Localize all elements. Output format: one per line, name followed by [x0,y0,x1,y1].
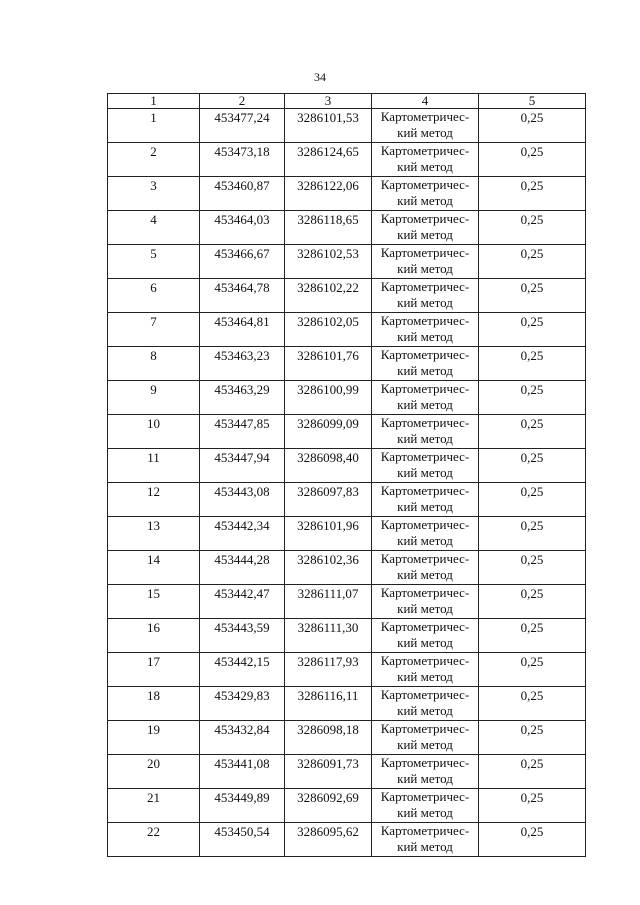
table-row [108,619,586,653]
method-text: Картометричес- кий метод [380,483,470,514]
accuracy-cell: 0,25 [479,415,586,449]
method-text: Картометричес- кий метод [380,823,470,854]
accuracy-cell: 0,25 [479,721,586,755]
x-coordinate-cell: 453447,85 [200,415,285,449]
method-text: Картометричес- кий метод [380,619,470,650]
point-number-cell: 12 [108,483,200,517]
method-text: Картометричес- кий метод [380,381,470,412]
accuracy-cell: 0,25 [479,687,586,721]
method-cell [372,313,479,347]
table-row [108,755,586,789]
point-number-cell: 20 [108,755,200,789]
method-text: Картометричес- кий метод [380,211,470,242]
point-number-cell: 13 [108,517,200,551]
table-row [108,245,586,279]
table-row [108,449,586,483]
table-row [108,653,586,687]
point-number-cell: 2 [108,143,200,177]
accuracy-cell: 0,25 [479,449,586,483]
method-text: Картометричес- кий метод [380,415,470,446]
x-coordinate-cell: 453460,87 [200,177,285,211]
method-cell [372,823,479,857]
method-text: Картометричес- кий метод [380,449,470,480]
table-row [108,687,586,721]
method-cell [372,687,479,721]
y-coordinate-cell: 3286101,76 [285,347,372,381]
y-coordinate-cell: 3286118,65 [285,211,372,245]
accuracy-cell: 0,25 [479,653,586,687]
table-row [108,381,586,415]
header-col-5: 5 [479,94,586,109]
method-cell [372,483,479,517]
method-cell [372,347,479,381]
accuracy-cell: 0,25 [479,483,586,517]
table-row [108,789,586,823]
method-text: Картометричес- кий метод [380,789,470,820]
method-cell [372,619,479,653]
y-coordinate-cell: 3286117,93 [285,653,372,687]
header-row [108,94,586,109]
accuracy-cell: 0,25 [479,381,586,415]
table-row [108,347,586,381]
y-coordinate-cell: 3286098,40 [285,449,372,483]
x-coordinate-cell: 453473,18 [200,143,285,177]
coordinates-table [107,93,586,857]
page-number: 34 [314,70,326,84]
x-coordinate-cell: 453466,67 [200,245,285,279]
method-cell [372,517,479,551]
point-number-cell: 19 [108,721,200,755]
x-coordinate-cell: 453463,29 [200,381,285,415]
x-coordinate-cell: 453447,94 [200,449,285,483]
method-text: Картометричес- кий метод [380,517,470,548]
point-number-cell: 22 [108,823,200,857]
x-coordinate-cell: 453463,23 [200,347,285,381]
point-number-cell: 1 [108,109,200,143]
x-coordinate-cell: 453442,34 [200,517,285,551]
point-number-cell: 3 [108,177,200,211]
point-number-cell: 14 [108,551,200,585]
table-row [108,279,586,313]
method-cell [372,585,479,619]
y-coordinate-cell: 3286111,07 [285,585,372,619]
method-text: Картометричес- кий метод [380,245,470,276]
y-coordinate-cell: 3286097,83 [285,483,372,517]
method-cell [372,143,479,177]
y-coordinate-cell: 3286092,69 [285,789,372,823]
x-coordinate-cell: 453464,81 [200,313,285,347]
y-coordinate-cell: 3286102,22 [285,279,372,313]
table-row [108,483,586,517]
accuracy-cell: 0,25 [479,517,586,551]
accuracy-cell: 0,25 [479,313,586,347]
method-text: Картометричес- кий метод [380,653,470,684]
point-number-cell: 18 [108,687,200,721]
x-coordinate-cell: 453477,24 [200,109,285,143]
table-row [108,415,586,449]
x-coordinate-cell: 453443,59 [200,619,285,653]
accuracy-cell: 0,25 [479,551,586,585]
method-cell [372,755,479,789]
y-coordinate-cell: 3286098,18 [285,721,372,755]
method-cell [372,721,479,755]
x-coordinate-cell: 453432,84 [200,721,285,755]
header-col-4: 4 [372,94,479,109]
method-cell [372,551,479,585]
accuracy-cell: 0,25 [479,823,586,857]
accuracy-cell: 0,25 [479,619,586,653]
point-number-cell: 11 [108,449,200,483]
method-cell [372,449,479,483]
method-cell [372,177,479,211]
method-text: Картометричес- кий метод [380,551,470,582]
table-row [108,211,586,245]
point-number-cell: 9 [108,381,200,415]
point-number-cell: 17 [108,653,200,687]
method-cell [372,211,479,245]
header-col-1: 1 [108,94,200,109]
point-number-cell: 21 [108,789,200,823]
method-text: Картометричес- кий метод [380,585,470,616]
x-coordinate-cell: 453444,28 [200,551,285,585]
x-coordinate-cell: 453449,89 [200,789,285,823]
y-coordinate-cell: 3286102,36 [285,551,372,585]
table-row [108,551,586,585]
y-coordinate-cell: 3286101,53 [285,109,372,143]
table-row [108,517,586,551]
method-text: Картометричес- кий метод [380,177,470,208]
table-body [108,109,586,857]
method-text: Картометричес- кий метод [380,313,470,344]
table-row [108,585,586,619]
x-coordinate-cell: 453450,54 [200,823,285,857]
method-text: Картометричес- кий метод [380,279,470,310]
y-coordinate-cell: 3286100,99 [285,381,372,415]
table-row [108,313,586,347]
method-cell [372,789,479,823]
y-coordinate-cell: 3286091,73 [285,755,372,789]
y-coordinate-cell: 3286102,53 [285,245,372,279]
accuracy-cell: 0,25 [479,109,586,143]
method-cell [372,109,479,143]
table-row [108,823,586,857]
y-coordinate-cell: 3286099,09 [285,415,372,449]
point-number-cell: 7 [108,313,200,347]
accuracy-cell: 0,25 [479,177,586,211]
y-coordinate-cell: 3286095,62 [285,823,372,857]
accuracy-cell: 0,25 [479,279,586,313]
point-number-cell: 5 [108,245,200,279]
accuracy-cell: 0,25 [479,585,586,619]
method-cell [372,381,479,415]
y-coordinate-cell: 3286102,05 [285,313,372,347]
x-coordinate-cell: 453429,83 [200,687,285,721]
point-number-cell: 8 [108,347,200,381]
method-text: Картометричес- кий метод [380,687,470,718]
table-row [108,177,586,211]
method-cell [372,245,479,279]
point-number-cell: 16 [108,619,200,653]
table-row [108,721,586,755]
x-coordinate-cell: 453443,08 [200,483,285,517]
y-coordinate-cell: 3286116,11 [285,687,372,721]
table-row [108,143,586,177]
method-cell [372,279,479,313]
x-coordinate-cell: 453441,08 [200,755,285,789]
accuracy-cell: 0,25 [479,789,586,823]
point-number-cell: 10 [108,415,200,449]
method-cell [372,653,479,687]
accuracy-cell: 0,25 [479,755,586,789]
accuracy-cell: 0,25 [479,211,586,245]
header-col-3: 3 [285,94,372,109]
table-header [108,94,586,109]
x-coordinate-cell: 453442,15 [200,653,285,687]
point-number-cell: 4 [108,211,200,245]
y-coordinate-cell: 3286101,96 [285,517,372,551]
point-number-cell: 6 [108,279,200,313]
header-col-2: 2 [200,94,285,109]
method-text: Картометричес- кий метод [380,347,470,378]
table-row [108,109,586,143]
y-coordinate-cell: 3286124,65 [285,143,372,177]
x-coordinate-cell: 453442,47 [200,585,285,619]
y-coordinate-cell: 3286122,06 [285,177,372,211]
method-text: Картометричес- кий метод [380,109,470,140]
x-coordinate-cell: 453464,78 [200,279,285,313]
method-text: Картометричес- кий метод [380,755,470,786]
y-coordinate-cell: 3286111,30 [285,619,372,653]
method-text: Картометричес- кий метод [380,721,470,752]
method-text: Картометричес- кий метод [380,143,470,174]
x-coordinate-cell: 453464,03 [200,211,285,245]
accuracy-cell: 0,25 [479,143,586,177]
method-cell [372,415,479,449]
accuracy-cell: 0,25 [479,347,586,381]
point-number-cell: 15 [108,585,200,619]
accuracy-cell: 0,25 [479,245,586,279]
